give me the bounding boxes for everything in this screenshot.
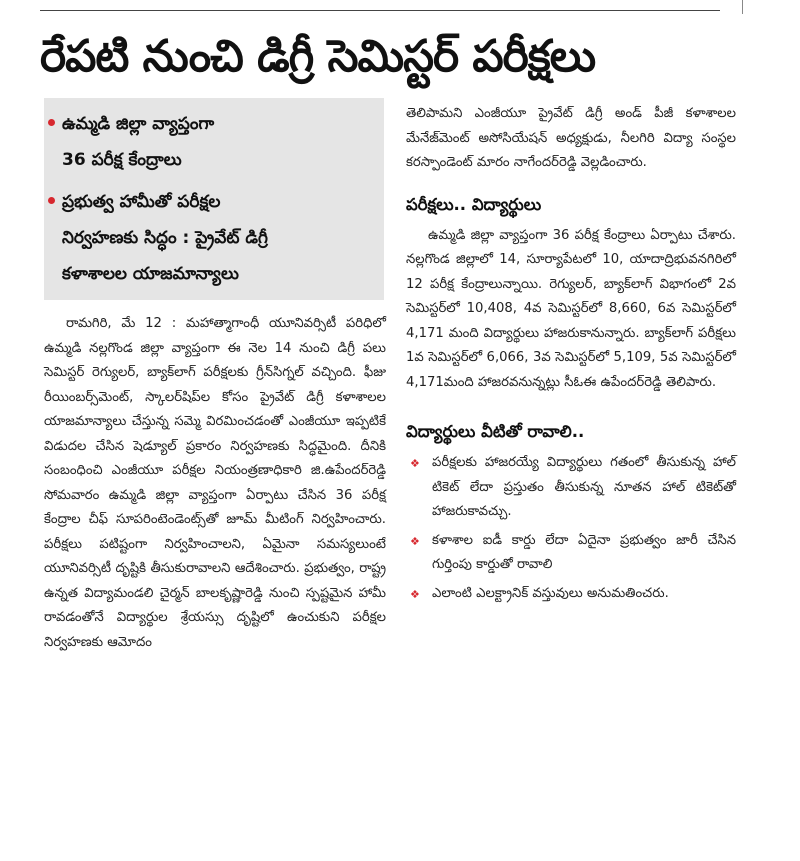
highlight-line: ఉమ్మడి జిల్లా వ్యాప్తంగా bbox=[62, 114, 215, 134]
top-divider bbox=[40, 10, 720, 11]
headline: రేపటి నుంచి డిగ్రీ సెమిస్టర్ పరీక్షలు bbox=[40, 31, 596, 82]
highlights-box bbox=[44, 98, 384, 300]
diamond-bullet-icon: ❖ bbox=[410, 587, 420, 601]
section-title-exams: పరీక్షలు.. విద్యార్థులు bbox=[406, 194, 542, 214]
list-item bbox=[406, 529, 736, 578]
highlight-line: ప్రభుత్వ హామీతో పరీక్షల bbox=[62, 192, 221, 212]
diamond-bullet-icon: ❖ bbox=[410, 534, 420, 548]
section-paragraph-exams: ఉమ్మడి జిల్లా వ్యాప్తంగా 36 పరీక్ష కేంద్రాలు ఏర్పాటు చేశారు. నల్లగొండ జిల్లాలో 14, సూర్యాపేటలో 10, యాదాద్రిభువనగిరిలో 12 పరీక్ష కేంద్రాలున్నాయి. రెగ్యులర్, బ్యాక్‌లాగ్ విభాగంలో 2వ సెమిస్టర్‌లో 10,408, 4వ సెమిస్టర్‌లో 8,660, 6వ సెమిస్టర్‌లో 4,171 మంది విద్యార్థులు హాజరుకానున్నారు. బ్యాక్‌లాగ్ పరీక్షలు 1వ సెమిస్టర్‌లో 6,066, 3వ సెమిస్టర్‌లో 5,109, 5వ సెమిస్టర్‌లో 4,171మంది హాజరవనున్నట్లు సీఓఈ ఉపేందర్‌రెడ్డి తెలిపారు. bbox=[406, 227, 736, 390]
highlight-line: 36 పరీక్ష కేంద్రాలు bbox=[62, 150, 182, 170]
list-item-text: ఎలాంటి ఎలక్ట్రానిక్ వస్తువులు అనుమతించరు. bbox=[432, 585, 669, 601]
list-item-text: కళాశాల ఐడీ కార్డు లేదా ఏదైనా ప్రభుత్వం జారీ చేసిన గుర్తింపు కార్డుతో రావాలి bbox=[432, 532, 736, 572]
column-divider bbox=[742, 0, 743, 14]
bullet-dot-icon bbox=[48, 119, 55, 126]
highlight-item bbox=[62, 184, 377, 292]
requirements-list bbox=[406, 451, 736, 606]
list-item bbox=[406, 582, 736, 607]
list-item bbox=[406, 451, 736, 525]
continuation-paragraph: తెలిపామని ఎంజీయూ ప్రైవేట్ డిగ్రీ అండ్ పీజీ కళాశాలల మేనేజ్‌మెంట్ అసోసియేషన్ అధ్యక్షుడు, నీలగిరి విద్యా సంస్థల కరస్పాండెంట్ మారం నాగేందర్‌రెడ్డి వెల్లడించారు. bbox=[406, 106, 736, 170]
highlight-line: నిర్వహణకు సిద్ధం : ప్రైవేట్ డిగ్రీ bbox=[62, 228, 268, 248]
section-title-requirements: విద్యార్థులు వీటితో రావాలి.. bbox=[406, 422, 585, 441]
left-column bbox=[44, 312, 386, 655]
lead-paragraph: రామగిరి, మే 12 : మహాత్మాగాంధీ యూనివర్సిటీ పరిధిలో ఉమ్మడి నల్లగొండ జిల్లా వ్యాప్తంగా ఈ నెల 14 నుంచి డిగ్రీ పలు సెమిస్టర్ రెగ్యులర్, బ్యాక్‌లాగ్ పరీక్షలకు గ్రీన్‌సిగ్నల్ వచ్చింది. ఫీజు రీయింబర్స్‌మెంట్, స్కాలర్‌షిప్‌ల కోసం ప్రైవేట్ డిగ్రీ కళాశాలల యాజమాన్యాలు చేస్తున్న సమ్మె విరమించడంతో ఎంజీయూ ఇప్పటికే విడుదల చేసిన షెడ్యూల్ ప్రకారం నిర్వహణకు సిద్ధమైంది. దీనికి సంబంధించి ఎంజీయూ పరీక్షల నియంత్రణాధికారి జి.ఉపేందర్‌రెడ్డి సోమవారం ఉమ్మడి జిల్లా వ్యాప్తంగా ఏర్పాటు చేసిన 36 పరీక్ష కేంద్రాల చీఫ్ సూపరింటెండెంట్స్‌తో జూమ్ మీటింగ్ నిర్వహించారు. పరీక్షలు పటిష్టంగా నిర్వహించాలని, ఏమైనా సమస్యలుంటే యూనివర్సిటీ దృష్టికి తీసుకురావాలని ఆదేశించారు. ప్రభుత్వం, రాష్ట్ర ఉన్నత విద్యామండలి చైర్మన్ బాలకృష్ణారెడ్డి నుంచి స్పష్టమైన హామీ రావడంతోనే విద్యార్థుల శ్రేయస్సు దృష్టిలో ఉంచుకుని పరీక్షల నిర్వహణకు ఆమోదం bbox=[44, 316, 386, 650]
highlight-item bbox=[62, 106, 377, 178]
list-item-text: పరీక్షలకు హాజరయ్యే విద్యార్థులు గతంలో తీసుకున్న హాల్ టికెట్ లేదా ప్రస్తుతం తీసుకున్న నూతన హాల్ టికెట్‌తో హాజరుకావచ్చు. bbox=[432, 455, 736, 519]
highlight-line: కళాశాలల యాజమాన్యాలు bbox=[62, 264, 239, 284]
right-column bbox=[406, 102, 736, 610]
bullet-dot-icon bbox=[48, 197, 55, 204]
diamond-bullet-icon: ❖ bbox=[410, 457, 420, 470]
